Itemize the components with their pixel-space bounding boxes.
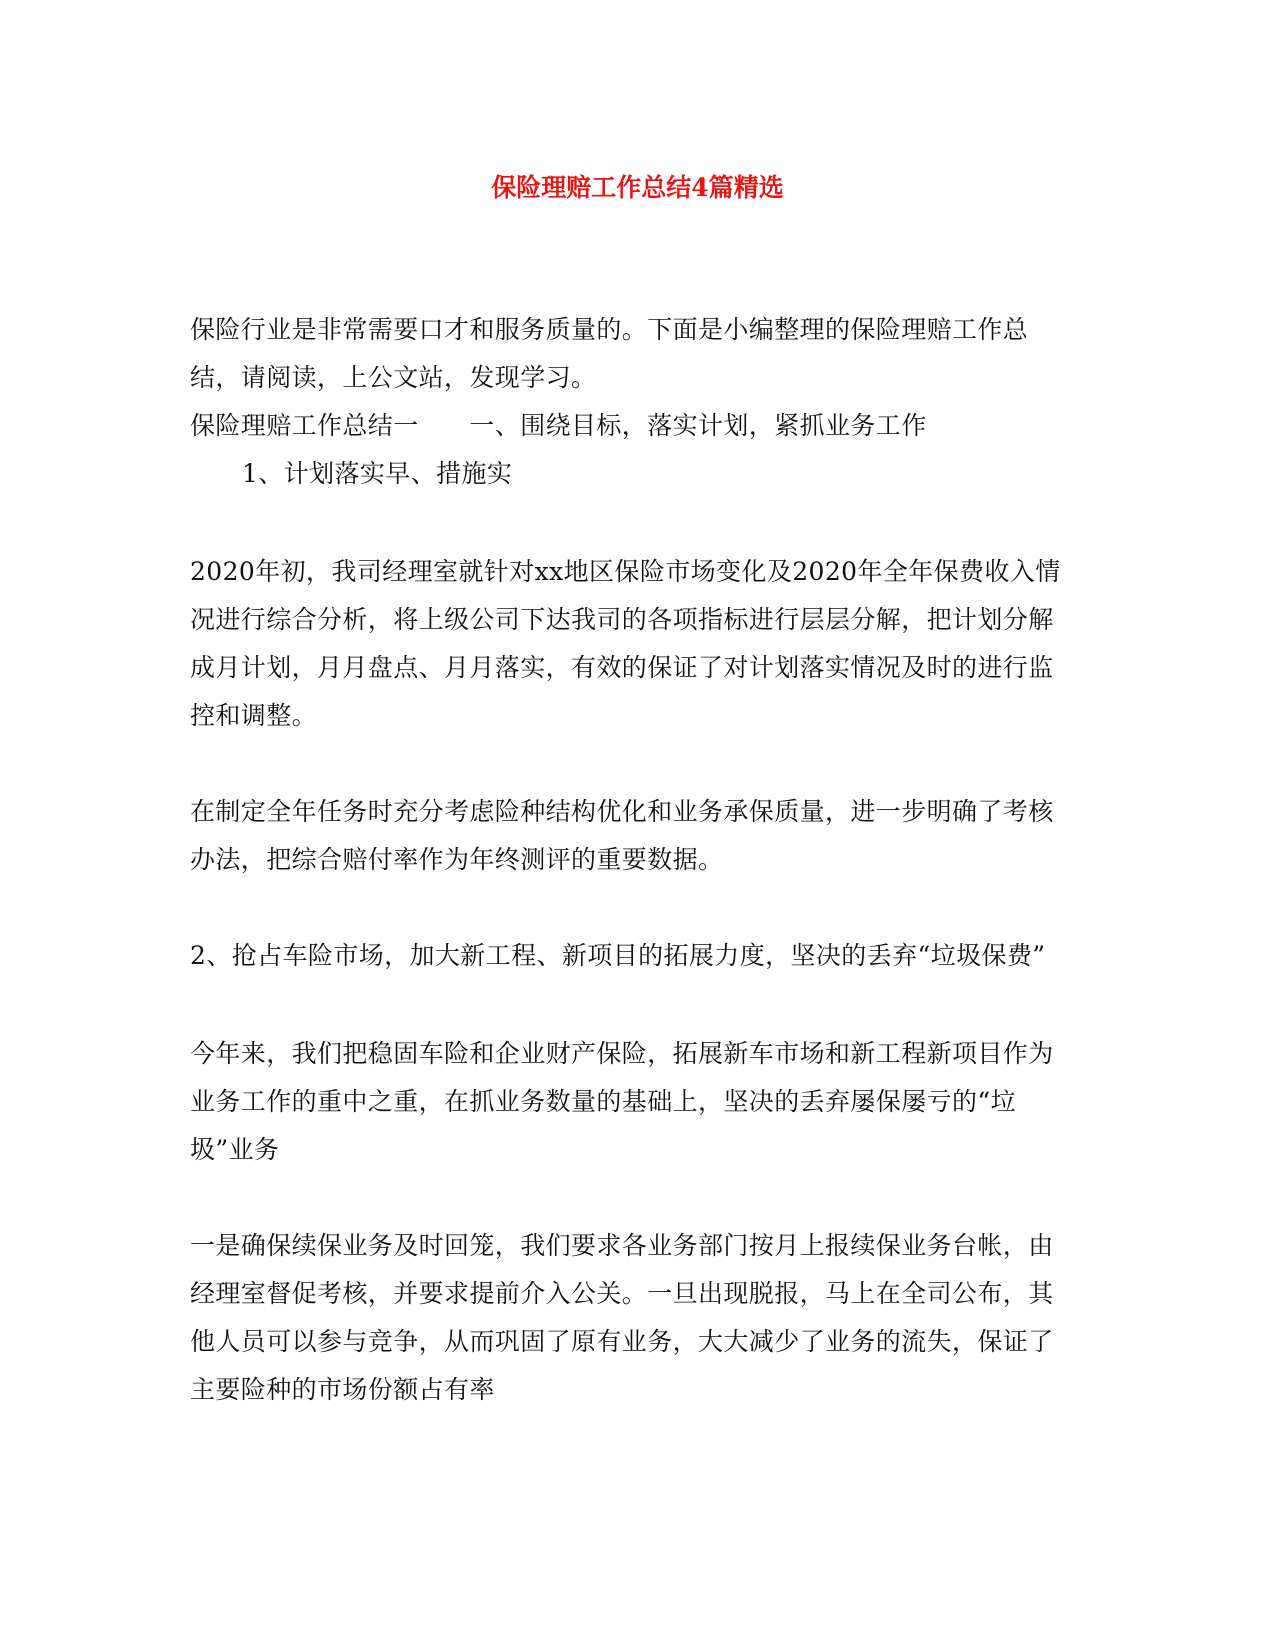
body-paragraph-renewal: 一是确保续保业务及时回笼，我们要求各业务部门按月上报续保业务台帐，由经理室督促考核，并要求提前介入公关。一旦出现脱报，马上在全司公布，其他人员可以参与竞争，从而巩固了原有业务，大大减少了业务的流失，保证了主要险种的市场份额占有率	[190, 1231, 1054, 1404]
subheading-plan: 1、计划落实早、措施实	[242, 459, 513, 488]
intro-paragraph: 保险行业是非常需要口才和服务质量的。下面是小编整理的保险理赔工作总结，请阅读，上公文站，发现学习。	[190, 315, 1029, 392]
summary-heading: 保险理赔工作总结一 一、围绕目标，落实计划，紧抓业务工作	[190, 411, 927, 440]
subheading-market: 2、抢占车险市场，加大新工程、新项目的拓展力度，坚决的丢弃“垃圾保费”	[190, 941, 1046, 970]
page-title: 保险理赔工作总结4篇精选	[491, 173, 784, 202]
body-paragraph-market: 今年来，我们把稳固车险和企业财产保险，拓展新车市场和新工程新项目作为业务工作的重中之重，在抓业务数量的基础上，坚决的丢弃屡保屡亏的“垃圾”业务	[190, 1039, 1054, 1164]
body-paragraph-tasks: 在制定全年任务时充分考虑险种结构优化和业务承保质量，进一步明确了考核办法，把综合赔付率作为年终测评的重要数据。	[190, 797, 1054, 874]
body-paragraph-plan: 2020年初，我司经理室就针对xx地区保险市场变化及2020年全年保费收入情况进行综合分析，将上级公司下达我司的各项指标进行层层分解，把计划分解成月计划，月月盘点、月月落实，有效的保证了对计划落实情况及时的进行监控和调整。	[190, 557, 1061, 730]
